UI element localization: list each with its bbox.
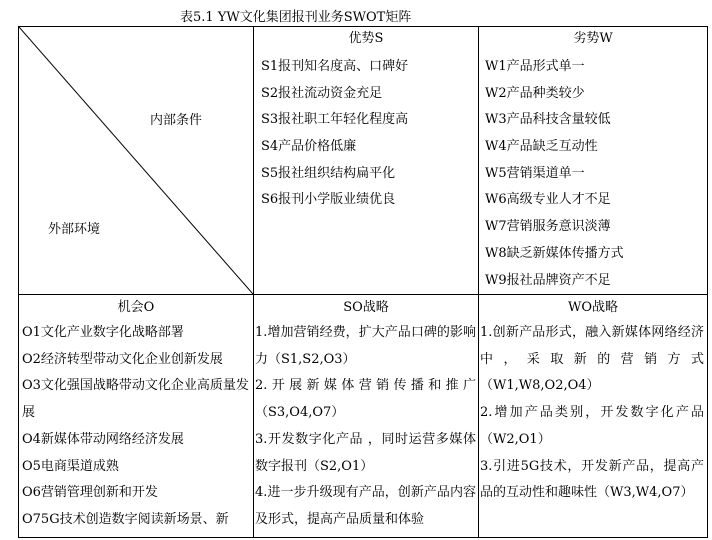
list-item: 1.创新产品形式，融入新媒体网络经济中，采取新的营销方式（W1,W8,O2,O4） — [480, 325, 704, 394]
strengths-header: 优势S — [348, 31, 384, 46]
list-item: O1文化产业数字化战略部署 — [22, 325, 184, 340]
so-strategy-cell — [254, 295, 478, 539]
list-item: O75G技术创造数字阅读新场景、新 — [22, 511, 229, 527]
list-item: W6高级专业人才不足 — [485, 192, 611, 208]
diagonal-line — [19, 27, 253, 294]
so-strategy-header: SO战略 — [343, 300, 389, 315]
wo-strategy-header: WO战略 — [567, 300, 619, 315]
list-item: W3产品科技含量较低 — [485, 112, 611, 128]
list-item: S5报社组织结构扁平化 — [261, 165, 396, 181]
table-caption: 表5.1 YW文化集团报刊业务SWOT矩阵 — [180, 10, 412, 25]
so-strategy-list — [254, 320, 478, 534]
list-item: 2.增加产品类别，开发数字化产品（W2,O1） — [480, 405, 704, 447]
strengths-list — [254, 54, 478, 214]
list-item: S1报刊知名度高、口碑好 — [261, 59, 409, 74]
list-item: O2经济转型带动文化企业创新发展 — [22, 351, 223, 367]
list-item: 3.引进5G技术，开发新产品，提高产品的互动性和趣味性（W3,W4,O7） — [480, 458, 704, 501]
list-item: S6报刊小学版业绩优良 — [261, 192, 396, 208]
list-item: 1.增加营销经费，扩大产品口碑的影响力（S1,S2,O3） — [255, 325, 476, 367]
opportunities-list — [19, 320, 253, 534]
corner-cell — [19, 27, 253, 294]
internal-conditions-label: 内部条件 — [150, 113, 203, 128]
list-item: W4产品缺乏互动性 — [485, 139, 598, 155]
list-item: W7营销服务意识淡薄 — [485, 219, 611, 235]
list-item: S4产品价格低廉 — [261, 139, 357, 155]
opportunities-header: 机会O — [117, 300, 155, 315]
weaknesses-header: 劣势W — [573, 31, 613, 46]
list-item: 3.开发数字化产品 ，同时运营多媒体数字报刊（S2,O1） — [255, 431, 476, 474]
wo-strategy-cell — [479, 295, 707, 539]
list-item: W9报社品牌资产不足 — [485, 272, 611, 288]
wo-strategy-list — [479, 320, 707, 507]
opportunities-cell — [19, 295, 253, 539]
weaknesses-cell — [479, 27, 707, 294]
list-item: W1产品形式单一 — [485, 59, 585, 74]
swot-table — [18, 26, 708, 538]
list-item: W5营销渠道单一 — [485, 165, 585, 181]
list-item: 2.开展新媒体营销传播和推广（S3,O4,O7） — [255, 378, 476, 421]
list-item: O5电商渠道成熟 — [22, 458, 119, 474]
weaknesses-list — [479, 54, 707, 294]
list-item: O3文化强国战略带动文化企业高质量发展 — [22, 378, 249, 421]
list-item: S2报社流动资金充足 — [261, 85, 383, 101]
strengths-cell — [254, 27, 478, 294]
list-item: 4.进一步升级现有产品，创新产品内容及形式，提高产品质量和体验 — [255, 485, 476, 527]
list-item: O4新媒体带动网络经济发展 — [22, 431, 184, 447]
external-environment-label: 外部环境 — [48, 222, 101, 237]
list-item: W8缺乏新媒体传播方式 — [485, 245, 624, 261]
list-item: W2产品种类较少 — [485, 85, 585, 101]
list-item: S3报社职工年轻化程度高 — [261, 112, 409, 128]
list-item: O6营销管理创新和开发 — [22, 485, 158, 501]
